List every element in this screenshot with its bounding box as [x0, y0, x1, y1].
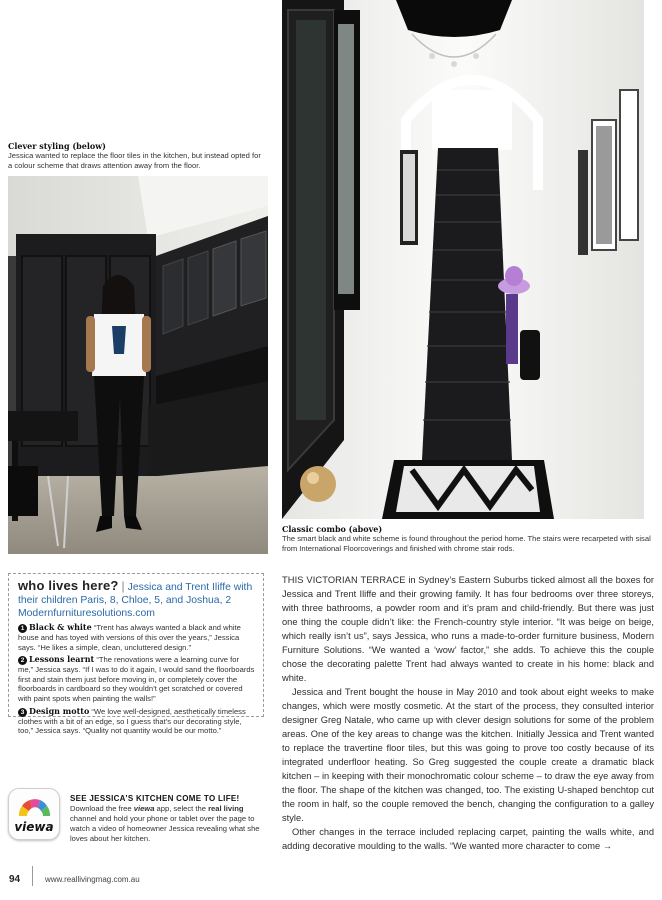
kitchen-photo [8, 176, 268, 554]
kitchen-caption [8, 141, 266, 171]
who-lives-here-heading: who lives here? [18, 578, 119, 593]
number-badge: 1 [18, 624, 27, 633]
footer-url: www.reallivingmag.com.au [45, 875, 140, 884]
viewa-app-name: viewa [133, 804, 155, 813]
stairs-caption [282, 524, 654, 554]
who-item-text: “The renovations were a learning curve for me,” Jessica says. “If I was to do it again, I would sand the floorboards first and stain them just before moving in, or completely cover the floorboards in cardboard so they wouldn’t get scratched or covered with paint spots when painting the walls!” [18, 655, 255, 703]
kitchen-caption-body: Jessica wanted to replace the floor tiles in the kitchen, but instead opted for a colour scheme that draws attention away from the floor. [8, 151, 261, 170]
who-lives-here-intro: Jessica and Trent Iliffe with their children Paris, 8, Chloe, 5, and Joshua, 2 Modernfurnituresolutions.com [18, 582, 253, 619]
who-item-title: Lessons learnt [29, 654, 95, 665]
article-paragraph-1 [282, 573, 654, 685]
who-lives-here-box [8, 573, 264, 736]
article-lead: THIS VICTORIAN TERRACE [282, 575, 406, 585]
viewa-body-part: Download the free [70, 804, 134, 813]
stairs-caption-title: Classic combo (above) [282, 524, 383, 534]
article-p3-text: Other changes in the terrace included replacing carpet, painting the walls white, and adding decorative moulding to the walls. “We wanted more character to come [282, 827, 654, 851]
who-item-title: Design motto [29, 705, 90, 716]
article-paragraph-3 [282, 825, 654, 853]
viewa-body-part: app, select the [154, 804, 209, 813]
article-paragraph-2: Jessica and Trent bought the house in May 2010 and took about eight weeks to make changes, which were mostly cosmetic. At the start of the process, they consulted interior designer Greg Natale, who came up with clever design solutions for some of the problem areas. One of the key areas to change was the kitchen. Initially Jessica and Trent wanted to replace the travertine floor tiles, but this was going to prove too costly because of its integrated underfloor heating. So Greg suggested the couple create a dramatic black kitchen – in keeping with their monochromatic colour scheme – to draw the eye away from the floor. The shape of the kitchen was changed, too. The existing U-shaped benchtop cut the room in half, so the couple removed the bench, changing the configuration to a galley style. [282, 687, 654, 823]
stair-photo [282, 0, 644, 519]
continue-arrow-icon: → [602, 841, 613, 851]
who-item-text: “We love well-designed, aesthetically timeless clothes with a bit of an edge, so I guess that’s our decorating style, too,” Jessica says. “Quality not quantity would be our motto.” [18, 706, 246, 736]
number-badge: 2 [18, 656, 27, 665]
viewa-channel: real living [208, 804, 244, 813]
viewa-body [70, 804, 260, 844]
kitchen-illustration [8, 176, 268, 554]
footer-divider [32, 866, 33, 886]
stairs-caption-body: The smart black and white scheme is found throughout the period home. The stairs were recarpeted with sisal from International Floorcoverings and finished with chrome stair rods. [282, 534, 651, 553]
staircase-illustration [282, 0, 644, 519]
heading-separator: | [121, 579, 125, 593]
viewa-logo-text: viewa [14, 820, 54, 834]
viewa-logo [8, 788, 60, 840]
number-badge: 3 [18, 708, 27, 717]
page-number: 94 [9, 874, 21, 885]
who-item-black-white [18, 623, 256, 652]
article-p1-text: in Sydney’s Eastern Suburbs ticked almost all the boxes for Jessica and Trent Iliffe and their growing family. It has four bedrooms over three storeys, with three bathrooms, a powder room and it’s pram and child-friendly. But there was just one thing the couple didn’t like: the French-country style interior. “It was beige on beige, which really isn’t us”, says Jessica, who runs a made-to-order furniture business, Modern Furniture Solutions. “We wanted a ‘wow’ factor,” she adds. To achieve this the couple chose the decorating palette Trent had always wanted to create in his home: black and white. [282, 575, 655, 683]
who-lives-here-intro-line [18, 579, 256, 620]
kitchen-caption-title: Clever styling (below) [8, 141, 106, 151]
who-item-lessons-learnt [18, 655, 256, 703]
who-item-design-motto [18, 707, 256, 736]
viewa-title: SEE JESSICA’S KITCHEN COME TO LIFE! [70, 794, 240, 803]
who-item-text: “Trent has always wanted a black and white house and has toyed with versions of this over the years,” Jessica says. “He likes a simple, clean, uncluttered design.” [18, 623, 241, 652]
who-item-title: Black & white [29, 622, 92, 632]
viewa-body-part: channel and hold your phone or tablet over the page to watch a video of homeowner Jessica revealing what she loves about her kitchen. [70, 814, 260, 843]
article-body [282, 573, 654, 853]
